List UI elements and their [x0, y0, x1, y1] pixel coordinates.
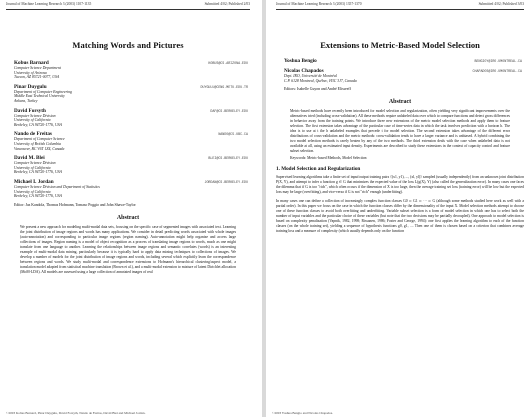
page-footer	[272, 411, 518, 415]
author-email: BENGIOY@IRO.UMONTREAL.CA	[474, 59, 522, 63]
paper-title: Matching Words and Pictures	[72, 40, 184, 50]
author-affiliation: University of California	[14, 118, 51, 123]
author-email: KOBUS@CS.ARIZONA.EDU	[208, 61, 248, 65]
author-name: Nicolas Chapados	[284, 68, 324, 74]
author-block	[14, 179, 250, 199]
author-list	[276, 58, 524, 83]
author-name: David M. Blei	[14, 155, 45, 162]
right-paper-page	[266, 0, 528, 417]
author-affiliation: Vancouver, BC V6T 1Z4, Canada	[14, 146, 65, 151]
copyright-line: ©2003 Yoshua Bengio and Nicolas Chapados.	[272, 411, 334, 415]
author-affiliation: Berkeley, CA 94720-1776, USA	[14, 170, 62, 175]
author-block	[14, 60, 250, 80]
running-head	[276, 0, 524, 8]
abstract-text: Metric-based methods have recently been introduced for model selection and regularization, often yielding very significant improvements over the alternatives tried (including cross-validation). All these methods require unlabeled data over which to compare functions and detect gross differences in behavior away from the training points. We introduce three new extensions of the metric model selection methods and apply them to feature selection. The first extension takes advantage of the particular case of time-series data in which the task involves prediction with a horizon h. The idea is to use at t the h unlabeled examples that precede t for model selection. The second extension takes advantage of the different error distributions of cross-validation and the metric methods: cross-validation tends to have a larger variance and is unbiased. A hybrid combining the two model selection methods is rarely beaten by any of the two methods. The third extension deals with the case when unlabeled data is not available at all, using an estimated input density. Experiments are described to study these extensions in the context of capacity control and feature subset selection.	[290, 109, 510, 154]
abstract-text: We present a new approach for modeling multi-modal data sets, focusing on the specific case of segmented images with associated text. Learning the joint distribution of image regions and words has many applications. We consider in detail predicting words associated with whole images (auto-annotation) and corresponding to particular image regions (region naming). Auto-annotation might help organize and access large collections of images. Region naming is a model of object recognition as a process of translating image regions to words, much as one might translate from one language to another. Learning the relationships between image regions and semantic correlates (words) is an interesting example of multi-modal data mining, particularly because it is typically hard to apply data mining techniques to collections of images. We develop a number of models for the joint distribution of image regions and words, including several which explicitly learn the correspondence between regions and words. We study multi-modal and correspondence extensions to Hofmann's hierarchical clustering/aspect model, a translation model adapted from statistical machine translation (Brown et al.), and a multi-modal extension to mixture of latent Dirichlet allocation (MoM-LDA). All models are assessed using a large collection of annotated images of real	[20, 224, 236, 274]
author-block	[14, 131, 250, 151]
author-affiliation: Computer Science Division	[14, 113, 56, 118]
author-name: David Forsyth	[14, 107, 46, 114]
submission-dates: Submitted 4/02; Published 3/03	[478, 2, 524, 6]
author-email: CHAPADOS@IRO.UMONTREAL.CA	[472, 69, 522, 73]
author-name: Kobus Barnard	[14, 60, 49, 66]
author-affiliation: Computer Science Division	[14, 161, 56, 166]
author-affiliation: Dept. IRO, Université de Montréal	[284, 74, 337, 78]
journal-reference: Journal of Machine Learning Research 3 (2003) 1107-1135	[6, 2, 92, 6]
author-block	[284, 68, 524, 83]
abstract-heading: Abstract	[116, 214, 140, 221]
author-affiliation: Computer Science Department	[14, 66, 61, 70]
author-block	[14, 155, 250, 175]
author-affiliation: C.P. 6128 Montreal, Québec, H3C 3J7, Canada	[284, 78, 357, 83]
body-paragraph: In many cases one can define a collection of increasingly complex function classes G0 ⊂ G1 ⊂ ··· ⊂ G (although some methods studied here work as well with a partial order). In this paper we focus on the case in which the function classes differ by the dimensionality of the input X. Model selection methods attempt to choose one of these function classes to avoid both overfitting and underfitting. Variable subset selection is a form of model selection in which one has to select both the number of input variables and the particular choice of these variables (but note that the two decisions may be partially decoupled). One approach to model selection is based on complexity penalization (Vapnik, 1982, 1998; Rissanen, 1986; Foster and George, 1994): one first applies the learning algorithm to each of the function classes (on the whole training set), yielding a sequence of hypothesis functions g0, g1, .... Then one of them is chosen based on a criterion that combines average training loss and a measure of complexity (which usually depends only on the function	[276, 198, 524, 234]
author-affiliation: Berkeley, CA 94720-1776, USA	[14, 122, 62, 127]
left-paper-page	[0, 0, 262, 417]
author-name: Nando de Freitas	[14, 131, 52, 138]
author-affiliation: University of Arizona	[14, 70, 47, 75]
keywords-line: Keywords: Metric-based Methods, Model Selection	[290, 156, 367, 161]
author-affiliation: Department of Computer Engineering	[14, 89, 72, 94]
header-rule	[276, 9, 524, 10]
submission-dates: Submitted 4/02; Published 2/03	[204, 2, 250, 6]
section-heading: 1. Model Selection and Regularization	[276, 166, 361, 173]
author-email: NANDO@CS.UBC.CA	[218, 132, 248, 137]
author-name: Michael I. Jordan	[14, 178, 54, 185]
journal-reference: Journal of Machine Learning Research 3 (2003) 1357-1370	[276, 2, 362, 6]
author-name: Yoshua Bengio	[284, 58, 317, 64]
author-list	[6, 60, 250, 199]
author-block	[284, 58, 524, 64]
author-affiliation: Computer Science Division and Department of Statistics	[14, 184, 100, 189]
author-affiliation: University of California	[14, 165, 51, 170]
body-paragraph: Supervised learning algorithms take a finite set of input/output training pairs {(x1, y1), ..., (xl, yl)} sampled (usually independently) from an unknown joint distribution P(X, Y), and attempt to infer a function g ∈ G that minimizes the expected value of the loss L(g(X), Y) (also called the generalization error). In many cases one faces the dilemma that if G is too "rich", which often occurs if the dimension of X is too large, then the average training set loss (training error) will be low but the expected loss may be large (overfitting), and vice-versa if G is not "rich" enough (underfitting).	[276, 175, 524, 195]
author-affiliation: Tucson, AZ 85721-0077, USA	[14, 75, 60, 80]
author-affiliation: University of British Columbia	[14, 141, 61, 146]
running-head	[6, 0, 250, 8]
author-affiliation: Department of Computer Science	[14, 137, 65, 142]
editor-line: Editors: Isabelle Guyon and André Elisseeff	[284, 87, 351, 92]
author-block	[14, 108, 250, 128]
header-rule	[6, 9, 250, 10]
author-affiliation: Berkeley, CA 94720-1776, USA	[14, 194, 62, 199]
author-name: Pinar Duygulu	[14, 83, 47, 90]
page-footer	[6, 411, 252, 415]
author-email: BLEI@CS.BERKELEY.EDU	[208, 156, 248, 161]
copyright-line: ©2003 Kobus Barnard, Pinar Duygulu, David Forsyth, Nando de Freitas, David Blei and Michael Jordan.	[6, 411, 146, 415]
abstract-heading: Abstract	[388, 99, 412, 106]
author-block	[14, 84, 250, 104]
author-affiliation: University of California	[14, 189, 51, 194]
author-email: DUYGULU@CENG.METU.EDU.TR	[200, 84, 248, 89]
author-affiliation: Middle East Technical University	[14, 94, 65, 99]
editor-line: Editor: Jaz Kandola, Thomas Hofmann, Tomaso Poggio and John Shawe-Taylor	[14, 202, 136, 207]
author-affiliation: Ankara, Turkey	[14, 98, 38, 103]
paper-title: Extensions to Metric-Based Model Selection	[320, 40, 480, 50]
author-email: JORDAN@CS.BERKELEY.EDU	[204, 179, 248, 184]
author-email: DAF@CS.BERKELEY.EDU	[210, 108, 248, 113]
